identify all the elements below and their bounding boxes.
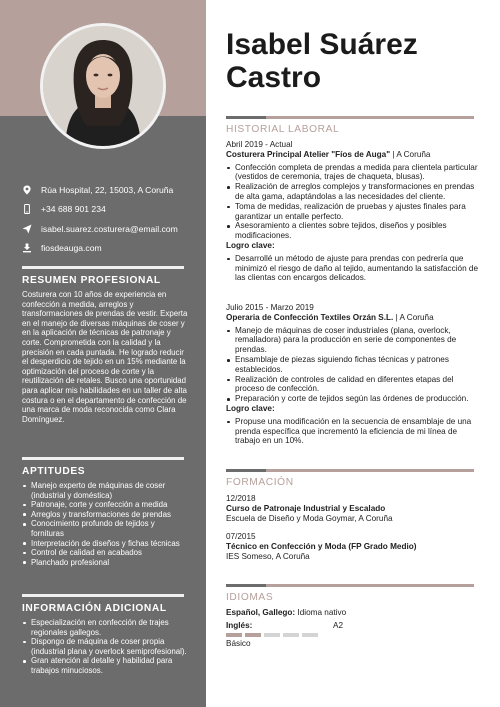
- list-item: Gran atención al detalle y habilidad para trabajos minuciosos.: [22, 656, 188, 675]
- education-school: Escuela de Diseño y Moda Goymar, A Coruña: [226, 513, 393, 523]
- name-line-2: Castro: [226, 61, 322, 94]
- english-label: Inglés:: [226, 620, 253, 630]
- languages-entries: [226, 608, 482, 649]
- achievement-label: Logro clave:: [226, 240, 275, 250]
- job-tasks: [226, 326, 482, 404]
- list-item: Desarrollé un método de ajuste para prendas con pedrería que minimizó el riesgo de daño al tejido, aumentando la satisfacción de las clientas con encargos delicados.: [226, 254, 482, 283]
- section-divider: [226, 469, 474, 472]
- list-item: Toma de medidas, realización de pruebas y ajustes finales para garantizar un entalle perfecto.: [226, 202, 482, 222]
- portrait-image: [43, 26, 163, 146]
- english-level-bar: [226, 633, 482, 637]
- job-role: Costurera Principal Atelier "Fíos de Auga": [226, 149, 391, 159]
- list-item: Confección completa de prendas a medida para clientela particular (vestidos de ceremonia, trajes de chaqueta, blusas).: [226, 163, 482, 183]
- level-segment: [264, 633, 280, 637]
- english-level: A2: [333, 620, 344, 630]
- native-languages: Español, Gallego: Idioma nativo: [226, 608, 347, 617]
- summary-title: RESUMEN PROFESIONAL: [22, 275, 161, 286]
- website-link[interactable]: fiosdeauga.com: [41, 243, 102, 253]
- extra-info-title: INFORMACIÓN ADICIONAL: [22, 603, 167, 614]
- contact-email: [22, 220, 202, 237]
- skills-title: APTITUDES: [22, 466, 86, 477]
- job-entry-1: [226, 140, 482, 283]
- level-segment: [302, 633, 318, 637]
- english-row: [226, 621, 482, 631]
- send-icon: [22, 224, 32, 234]
- contact-address: [22, 181, 202, 198]
- job-entry-2: [226, 303, 482, 446]
- level-segment: [283, 633, 299, 637]
- english-description: Básico: [226, 638, 251, 648]
- skills-list: [22, 481, 188, 567]
- list-item: Patronaje, corte y confección a medida: [22, 500, 188, 510]
- section-divider: [22, 594, 184, 597]
- candidate-name: [226, 28, 482, 94]
- list-item: Ensamblaje de piezas siguiendo fichas técnicas y patrones establecidos.: [226, 355, 482, 375]
- profile-photo: [40, 23, 166, 149]
- sidebar: [0, 0, 206, 707]
- section-divider: [22, 457, 184, 460]
- job-dates: Abril 2019 - Actual: [226, 140, 293, 149]
- contact-website: [22, 240, 202, 257]
- list-item: Dispongo de máquina de coser propia (industrial plana y overlock semiprofesional).: [22, 637, 188, 656]
- list-item: Manejo experto de máquinas de coser (industrial y doméstica): [22, 481, 188, 500]
- contact-info: [22, 181, 202, 259]
- list-item: Especialización en confección de trajes regionales gallegos.: [22, 618, 188, 637]
- education-entry-2: [226, 532, 482, 561]
- name-line-1: Isabel Suárez: [226, 28, 418, 61]
- job-location: | A Coruña: [390, 149, 431, 159]
- work-title: HISTORIAL LABORAL: [226, 124, 340, 135]
- list-item: Realización de arreglos complejos y transformaciones en prendas de alta gama, adaptándolas a las necesidades del cliente.: [226, 182, 482, 202]
- list-item: Interpretación de diseños y fichas técnicas: [22, 539, 188, 549]
- list-item: Arreglos y transformaciones de prendas: [22, 510, 188, 520]
- location-pin-icon: [22, 185, 32, 195]
- education-date: 12/2018: [226, 494, 256, 503]
- list-item: Manejo de máquinas de coser industriales (plana, overlock, remalladora) para la producción en serie de componentes de prendas.: [226, 326, 482, 355]
- section-divider: [226, 584, 474, 587]
- summary-text: Costurera con 10 años de experiencia en confección a medida, arreglos y transformaciones de prendas de vestir. Experta en el manejo de diversas máquinas de coser y en la aplicación de técnicas de patronaje y corte. Comprometida con la calidad y la precisión en cada puntada. He logrado reducir el desperdicio de tejido en un 15% mediante la optimización del proceso de corte y la reutilización de retales. Busco una oportunidad para aplicar mis habilidades en un taller de alta costura o en el departamento de confección de una marca de moda reconocida como Clara Domínguez.: [22, 290, 188, 424]
- list-item: Conocimiento profundo de tejidos y fornituras: [22, 519, 188, 538]
- main-column: [226, 0, 482, 707]
- education-school: IES Someso, A Coruña: [226, 551, 310, 561]
- job-dates: Julio 2015 - Marzo 2019: [226, 303, 314, 312]
- education-date: 07/2015: [226, 532, 256, 541]
- education-entry-1: [226, 494, 482, 523]
- list-item: Preparación y corte de tejidos según las órdenes de producción.: [226, 394, 482, 404]
- mobile-phone-icon: [22, 204, 32, 214]
- address-text: Rúa Hospital, 22, 15003, A Coruña: [41, 184, 174, 195]
- list-item: Propuse una modificación en la secuencia de ensamblaje de una prenda específica que incrementó la eficiencia de mi línea de trabajo en un 10%.: [226, 417, 482, 446]
- list-item: Realización de controles de calidad en diferentes etapas del proceso de confección.: [226, 375, 482, 395]
- extra-info-list: [22, 618, 188, 676]
- phone-text: +34 688 901 234: [41, 204, 106, 214]
- job-tasks: [226, 163, 482, 241]
- list-item: Asesoramiento a clientes sobre tejidos, diseños y posibles modificaciones.: [226, 221, 482, 241]
- list-item: Control de calidad en acabados: [22, 548, 188, 558]
- achievement-label: Logro clave:: [226, 403, 275, 413]
- education-degree: Técnico en Confección y Moda (FP Grado Medio): [226, 541, 417, 551]
- list-item: Planchado profesional: [22, 558, 188, 568]
- languages-title: IDIOMAS: [226, 592, 274, 603]
- education-degree: Curso de Patronaje Industrial y Escalado: [226, 503, 386, 513]
- level-segment: [226, 633, 242, 637]
- summary-section: [22, 266, 188, 424]
- job-role: Operaria de Confección Textiles Orzán S.L.: [226, 312, 394, 322]
- skills-section: [22, 457, 188, 567]
- job-achievements: [226, 417, 482, 446]
- email-link[interactable]: isabel.suarez.costurera@email.com: [41, 223, 178, 234]
- job-achievements: [226, 254, 482, 283]
- section-divider: [22, 266, 184, 269]
- extra-info-section: [22, 594, 188, 676]
- section-divider: [226, 116, 474, 119]
- job-location: | A Coruña: [393, 312, 434, 322]
- education-title: FORMACIÓN: [226, 477, 294, 488]
- contact-phone: [22, 201, 202, 218]
- level-segment: [245, 633, 261, 637]
- website-icon: [22, 243, 32, 253]
